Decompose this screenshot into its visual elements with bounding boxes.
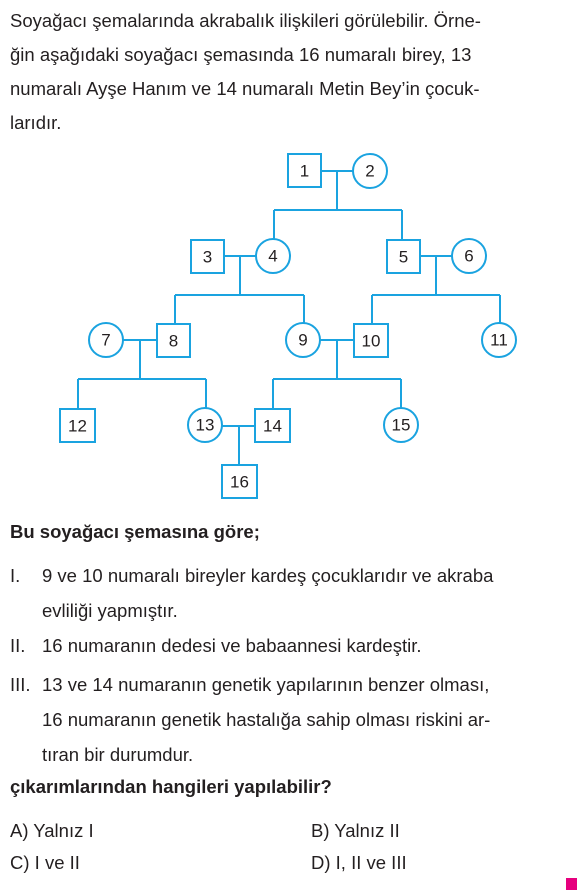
statement-line: 9 ve 10 numaralı bireyler kardeş çocuklarıdır ve akraba [42,565,494,586]
node-5 [387,240,420,273]
node-9 [286,323,320,357]
statement-number: III. [10,674,31,695]
node-12 [60,409,95,442]
question-prompt: çıkarımlarından hangileri yapılabilir? [10,776,332,797]
node-1 [288,154,321,187]
node-label: 7 [101,330,111,350]
node-10 [354,324,388,357]
node-11 [482,323,516,357]
node-3 [191,240,224,273]
statement-line: tıran bir durumdur. [42,744,194,765]
node-label: 13 [195,415,215,435]
node-label: 3 [202,247,213,267]
node-label: 12 [68,416,87,436]
node-6 [452,239,486,273]
node-label: 8 [168,331,179,351]
node-label: 16 [230,472,249,492]
node-4 [256,239,290,273]
node-label: 6 [464,246,474,266]
intro-line: ğin aşağıdaki soyağacı şemasında 16 numaralı birey, 13 [10,44,472,65]
option-c[interactable]: C) I ve II [10,852,80,873]
option-d[interactable]: D) I, II ve III [311,852,407,873]
statement-text [42,667,572,772]
node-label: 5 [398,247,409,267]
node-14 [255,409,290,442]
node-8 [157,324,190,357]
node-label: 1 [299,161,310,181]
node-2 [353,154,387,188]
statement-line: 13 ve 14 numaranın genetik yapılarının benzer olması, [42,674,490,695]
node-label: 11 [490,330,508,350]
node-label: 15 [391,415,411,435]
node-16 [222,465,257,498]
statement-number: II. [10,635,26,656]
node-label: 10 [361,331,381,351]
intro-line: Soyağacı şemalarında akrabalık ilişkileri görülebilir. Örne- [10,10,481,31]
statement-line: evliliği yapmıştır. [42,600,178,621]
node-13 [188,408,222,442]
node-label: 14 [263,416,282,436]
node-label: 2 [365,161,375,181]
statement-text [42,628,572,663]
intro-line: larıdır. [10,112,62,133]
node-15 [384,408,418,442]
statement-text [42,558,572,628]
question-title: Bu soyağacı şemasına göre; [10,521,260,542]
intro-line: numaralı Ayşe Hanım ve 14 numaralı Metin Bey’in çocuk- [10,78,480,99]
statement-line: 16 numaranın genetik hastalığa sahip olması riskini ar- [42,709,491,730]
statement-number: I. [10,565,21,586]
option-a[interactable]: A) Yalnız I [10,820,94,841]
node-7 [89,323,123,357]
option-b[interactable]: B) Yalnız II [311,820,400,841]
node-label: 4 [268,246,278,266]
corner-marker [566,878,577,890]
node-label: 9 [298,330,308,350]
statement-line: 16 numaranın dedesi ve babaannesi kardeştir. [42,635,422,656]
